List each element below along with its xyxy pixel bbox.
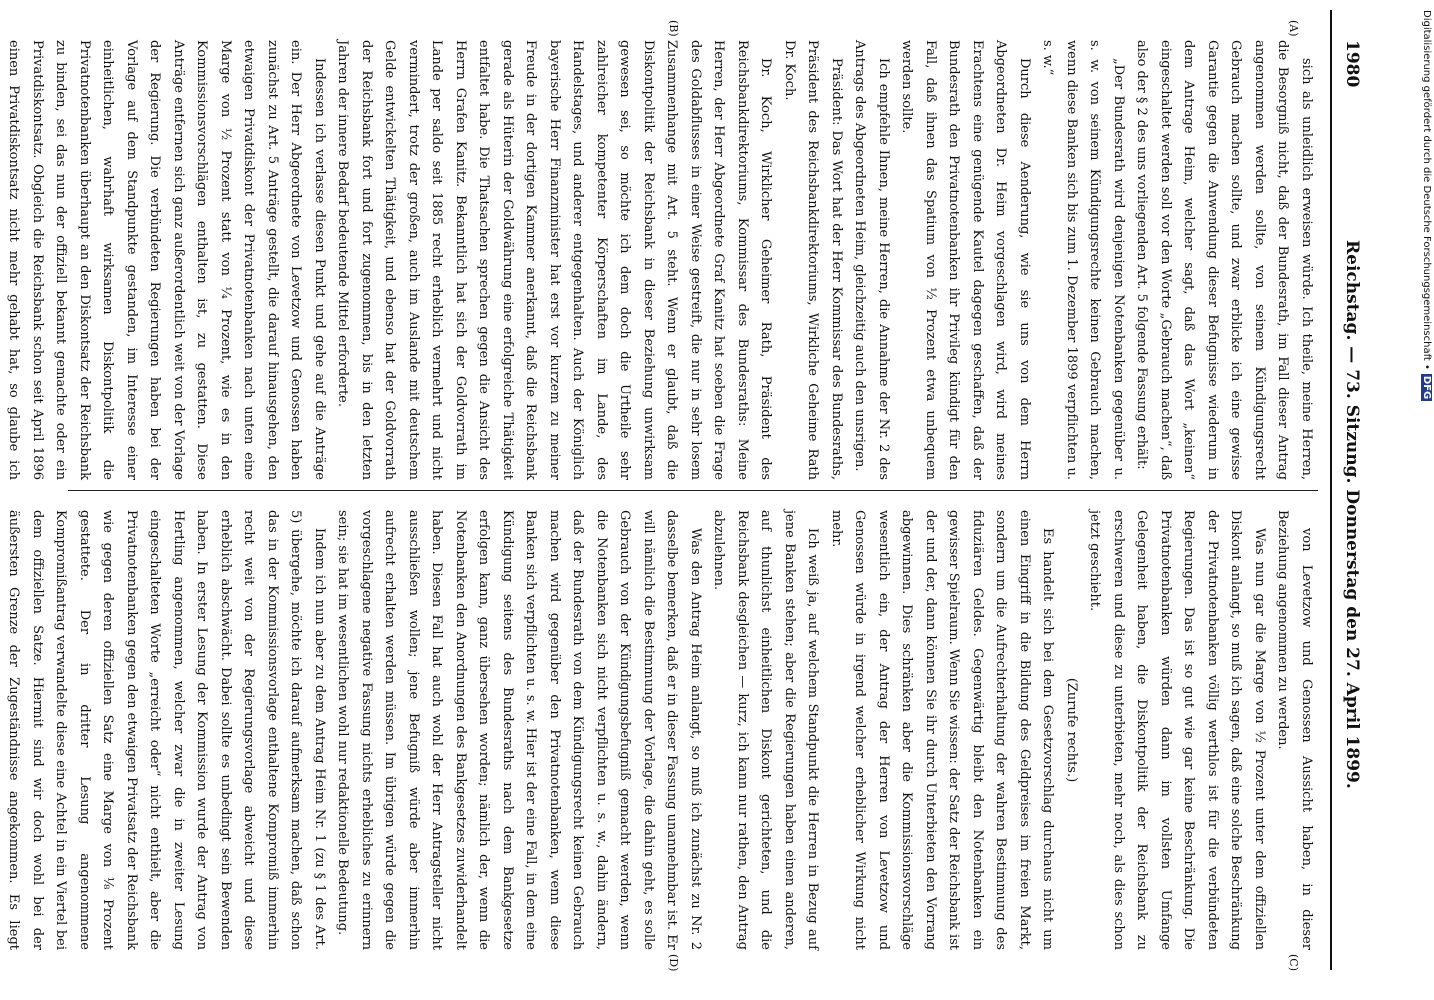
dfg-logo: DFG: [1421, 375, 1432, 400]
paragraph: (Zurufe rechts.): [1064, 677, 1079, 783]
digitization-credit: [1418, 10, 1434, 990]
page-header: [1330, 10, 1370, 970]
margin-marker-c: (C): [1287, 954, 1300, 971]
page-title: Reichstag. — 73. Sitzung. Donnerstag den 27. April 1899.: [1342, 240, 1362, 789]
margin-marker-a: (A): [1287, 20, 1300, 37]
paragraph: „Der Bundesrath wird denjenigen Notenbanken gegenüber u. s. w. von seinem Kündigungsrechte keinen Gebrauch machen, wenn diese Banken sich bis zum 1. Dezember 1899 verpflichten u. s. w.“: [1040, 40, 1126, 480]
paragraph: Indem ich nun aber zu dem Antrag Heim Nr. 1 (zu § 1 des Art. 5) übergehe, möchte ich darauf aufmerksam machen, daß schon das in der Kommissionsvorlage enthaltene Kompromiß immerhin recht weit von der Regierungsvorlage abweicht und diese erheblich abschwächt. Dabei sollte es unbedingt sein Bewenden haben. In erster Lesung der Kommission wurde der Antrag von Hertling angenommen, welcher zwar die in zweiter Lesung eingeschalteten Worte „erreicht oder“ nicht enthielt, aber die Privatnotenbanken gegen den etwaigen Privatsatz der Reichsbank wie gegen deren offiziellen Satz eine Marge von ⅛ Prozent gestattete. Der in dritter Lesung angenommene Kompromißantrag verwandelte diese eine Achtel in ein Viertel bei dem offiziellen Satze. Hiermit sind wir doch wohl bei der äußersten Grenze der Zugeständnisse angekommen. Es liegt: [6, 510, 327, 950]
rotated-page-body: [6, 10, 1370, 972]
paragraph: Ich empfehle Ihnen, meine Herren, die Annahme der Nr. 2 des Antrags des Abgeordneten Heim, gleichzeitig auch den unsrigen.: [852, 40, 891, 480]
paragraph: Dr. Koch, Wirklicher Geheimer Rath, Präsident des Reichsbankdirektoriums, Kommissar des Bundesraths: Meine Herren, der Herr Abgeordnete Graf Kanitz hat soeben die Frage des Goldabflusses in einer Weise gestreift, die nur in sehr losem Zusammenhange mit Art. 5 steht. Wenn er glaubt, daß die Diskontpolitik der Reichsbank in dieser Beziehung unwirksam gewesen sei, so möchte ich dem doch die Urtheile sehr zahlreicher kompetenter Körperschaften im Lande, des Handelstages, und anderer entgegenhalten. Auch der Königlich bayerische Herr Finanzminister hat erst vor kurzem zu meiner Freude in der dortigen Kammer anerkannt, daß die Reichsbank gerade als Hüterin der Goldwährung eine erfolgreiche Thätigkeit entfaltet habe. Die Thatsachen sprechen gegen die Ansicht des Herrn Grafen Kanitz. Bekanntlich hat sich der Goldvorrath im Lande per saldo seit 1885 recht erheblich vermehrt und nicht vermindert, trotz der großen, auch im Auslande mit deutschem Gelde entwickelten Thätigkeit, und ebenso hat der Goldvorrath der Reichsbank fort und fort zugenommen, bis in den letzten Jahren der innere Bedarf bedeutende Mittel erforderte.: [335, 40, 774, 480]
page-number: 1980: [1342, 40, 1362, 88]
paragraph: sich als unleidlich erweisen würde. Ich theile, meine Herren, die Besorgniß nicht, daß der Bundesrath, im Fall dieser Antrag angenommen werden sollte, von seinem Kündigungsrecht Gebrauch machen sollte, und zwar erblicke ich eine gewisse Garantie gegen die Anwendung dieser Befugnisse wiederum in dem Antrage Heim, welcher sagt, daß das Wort „keinen“ eingeschaltet werden soll vor den Worte „Gebrauch machen“, daß also der § 2 des uns vorliegenden Art. 5 folgende Fassung erhält:: [1134, 40, 1314, 480]
paragraph: Präsident: Das Wort hat der Herr Kommissar des Bundesraths, Präsident des Reichsbankdirektoriums, Wirkliche Geheime Rath Dr. Koch.: [782, 40, 844, 480]
paragraph: Indessen ich verlasse diesen Punkt und gehe auf die Anträge ein. Der Herr Abgeordnete von Levetzow und Genossen haben zunächst zu Art. 5 Anträge gestellt, die darauf hinausgehen, den etwaigen Privatdiskont der Privatnotenbanken nach unten eine Marge von ½ Prozent statt von ¼ Prozent, wie es in den Kommissionsvorschlägen enthalten ist, zu gestatten. Diese Anträge entfernen sich ganz außerordentlich weit von der Vorlage der Regierung. Die verbündeten Regierungen haben bei der Vorlage auf dem Standpunkte gestanden, im Interesse einer einheitlichen, wahrhaft wirksamen Diskontpolitik die Privatnotenbanken überhaupt an den Diskontsatz der Reichsbank zu binden, sei das nun der offiziell bekannt gemachte oder ein Privatdiskontsatz. Obgleich die Reichsbank schon seit April 1896 einen Privatdiskontsatz nicht mehr gehabt hat, so glaube ich: [6, 40, 327, 480]
paragraph: Was den Antrag Heim anlangt, so muß ich zunächst zu Nr. 2 dasselbe bemerken, daß er in dieser Fassung unannehmbar ist. Er will nämlich die Bestimmung der Vorlage, die dahin geht, es solle Gebrauch von der Kündigungsbefugniß gemacht werden, wenn die Notenbanken sich nicht verpflichten u. s. w., dahin ändern, daß der Bundesrath von dem Kündigungsrecht keinen Gebrauch machen wird gegenüber den Privatnotenbanken, wenn diese Banken sich verpflichten u. s. w. Hier ist der eine Fall, in dem eine Kündigung seitens des Bundesraths nach dem Bankgesetze erfolgen kann, ganz übersehen worden; nämlich der, wenn die Notenbanken den Anordnungen des Bankgesetzes zuwiderhandelt haben. Diesen Fall hat auch wohl der Herr Antragsteller nicht ausschließen wollen; jene Befugniß würde aber immerhin aufrecht erhalten werden müssen. Im übrigen würde gegen die vorgeschlagene negative Fassung nichts erhebliches zu erinnern sein; sie hat im wesentlichen wohl nur redaktionelle Bedeutung.: [335, 510, 703, 950]
paragraph: Ich weiß ja, auf welchem Standpunkt die Herren in Bezug auf jene Banken stehen; aber die Regierungen haben einen anderen, auf thunlichst einheitlichen Diskont gerichteten, und die Reichsbank desgleichen — kurz, ich kann nur rathen, den Antrag abzulehnen.: [711, 510, 821, 950]
paragraph: Was nun gar die Marge von ½ Prozent unter dem offiziellen Diskont anlangt, so muß ich sagen, daß eine solche Beschränkung der Privatnotenbanken völlig werthlos ist für die verbündeten Regierungen. Das ist so gut wie gar keine Beschränkung. Die Privatnotenbanken würden dann im vollsten Umfange Gelegenheit haben, die Diskontpolitik der Reichsbank zu erschweren und diese zu unterbieten, mehr noch, als dies schon jetzt geschieht.: [1087, 510, 1267, 950]
left-column: [6, 40, 1318, 480]
header-rule: [1330, 10, 1332, 970]
paragraph: von Levetzow und Genossen Aussicht haben, in dieser Beziehung angenommen zu werden.: [1275, 510, 1314, 950]
column-divider: [68, 490, 1318, 491]
paragraph: Es handelt sich bei dem Gesetzvorschlag durchaus nicht um einen Eingriff in die Bildung des Geldpreises im freien Markt, sondern um die Aufrechterhaltung der wahren Bestimmung des fiduziären Geldes. Gegenwärtig bleibt den Notenbanken ein gewisser Spielraum. Wenn Sie wissen: der Satz der Reichsbank ist der und der, dann können Sie ihr durch Unterbieten den Vorrang abgewinnen. Dies schränken aber die Kommissionsvorschläge wesentlich ein, der Antrag der Herren von Levetzow und Genossen würde in irgend welcher erheblicher Wirkung nicht mehr.: [829, 510, 1056, 950]
margin-marker-b: (B): [667, 20, 680, 37]
credit-text: Digitalisierung gefördert durch die Deutsche Forschungsgemeinschaft •: [1421, 10, 1432, 370]
right-column: [6, 510, 1318, 950]
margin-marker-d: (D): [667, 954, 680, 972]
paragraph: Durch diese Aenderung, wie sie uns von dem Herrn Abgeordneten Dr. Heim vorgeschlagen wird, wird meines Erachtens eine genügende Kautel dagegen geschaffen, daß der Bundesrath den Privatnotenbanken ihr Privileg kündigt für den Fall, daß ihnen das Spatium von ½ Prozent etwa unbequem werden sollte.: [899, 40, 1032, 480]
